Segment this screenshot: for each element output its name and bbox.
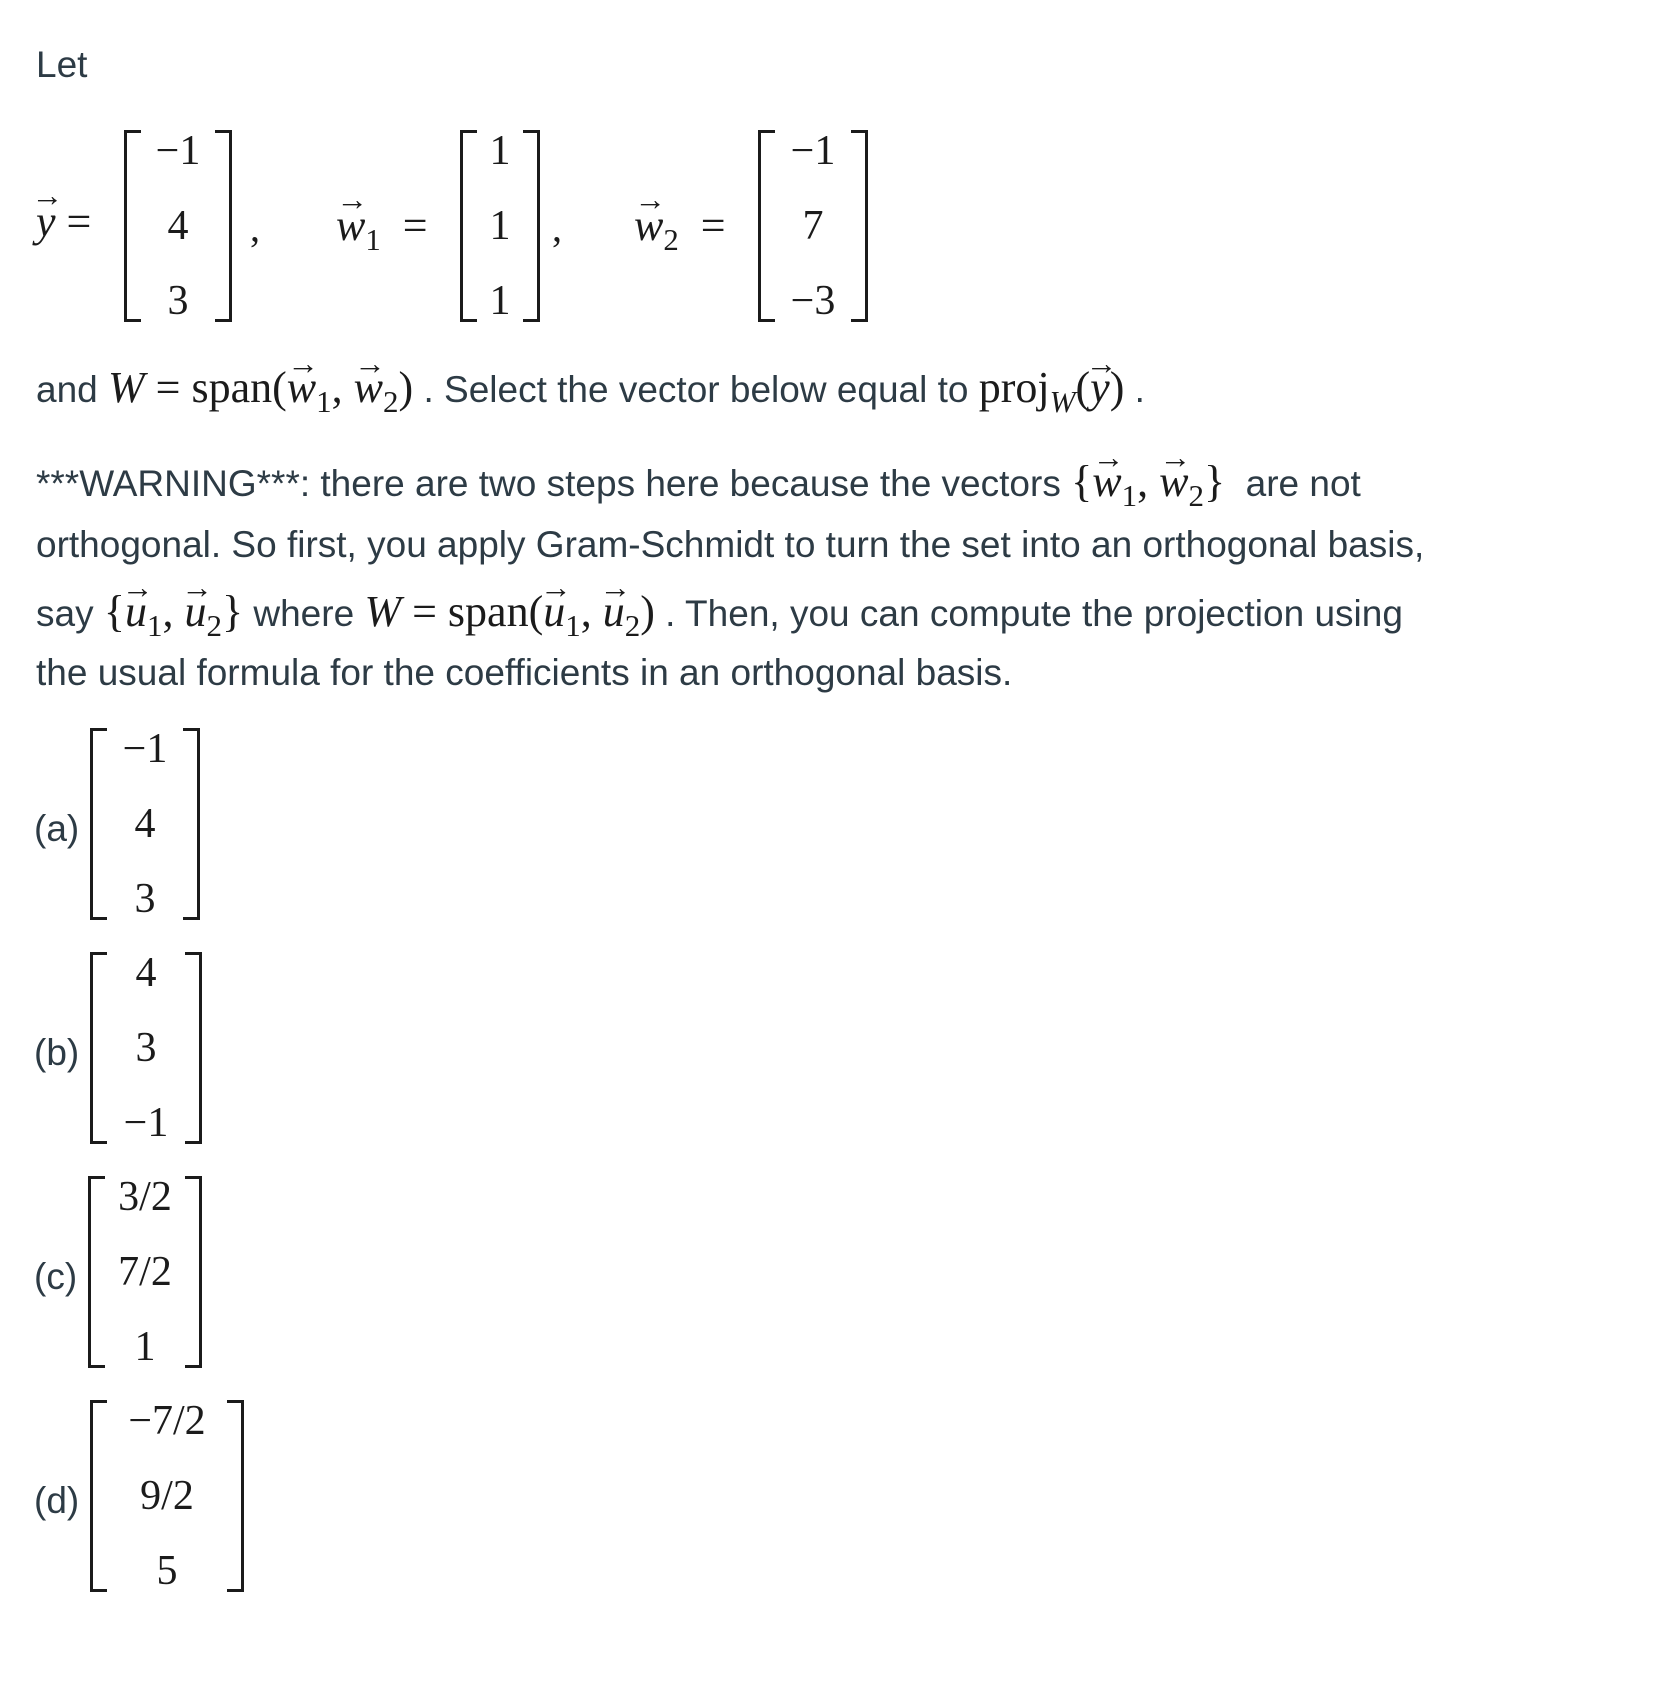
comma: , [552, 205, 562, 250]
option-a-matrix[interactable] [90, 728, 200, 920]
warning-text: are not [1225, 463, 1361, 504]
W-symbol: W [364, 587, 402, 636]
w-symbol: → w [1092, 460, 1121, 504]
vector-w2-label: → $w_2$ = [634, 200, 726, 258]
option-entry: 1 [134, 1324, 156, 1370]
comma: , [331, 363, 354, 412]
option-label[interactable]: (c) [34, 1256, 78, 1297]
warning-line-1 [36, 457, 1361, 513]
y-symbol: → y [1090, 366, 1110, 410]
option-entry: 3/2 [118, 1174, 172, 1220]
option-label[interactable]: (d) [34, 1480, 80, 1521]
vector-y-entry: 4 [167, 203, 189, 249]
warning-text: . Then, you can compute the projection using [654, 593, 1403, 634]
option-entry: 5 [156, 1548, 178, 1594]
option-entry: 7/2 [118, 1249, 172, 1295]
vec-w2-sub: 2 [663, 222, 679, 257]
option-entry: 4 [134, 801, 156, 847]
sub: 2 [383, 383, 399, 419]
w-symbol: → w [1159, 460, 1188, 504]
comma: , [250, 205, 260, 250]
sub: 1 [316, 383, 332, 419]
u-symbol: → u [543, 590, 565, 634]
vec-w1-sub: 1 [365, 222, 381, 257]
sub: 1 [565, 607, 581, 643]
u-symbol: → u [184, 590, 206, 634]
comma: , [580, 587, 603, 636]
proj-sub: W [1049, 383, 1076, 419]
proj-text: proj [978, 363, 1050, 412]
warning-line-4: the usual formula for the coefficients in an orthogonal basis. [36, 652, 1013, 693]
option-entry: −1 [123, 1100, 169, 1146]
w-symbol: → w [287, 366, 316, 410]
paren: ) [398, 363, 414, 412]
warning-text: where [243, 593, 365, 634]
option-label[interactable]: (a) [34, 808, 80, 849]
span-text: = span( [401, 587, 544, 636]
sentence-text: and [36, 369, 109, 410]
vector-w1-matrix [460, 130, 540, 322]
vec-w1-symbol: → w [336, 200, 365, 251]
question-sentence: and W = span(→ $w_1$, → $w_2$) . Select the vector below equal to proj$_W$(→ y) . [36, 366, 1145, 417]
sub: 1 [1121, 477, 1138, 513]
warning-line-3 [36, 587, 1403, 643]
option-entry: −7/2 [128, 1398, 206, 1444]
vector-w1-entry: 1 [489, 128, 511, 174]
brace: { [1071, 457, 1093, 506]
brace: } [221, 587, 244, 636]
vector-y-entry: 3 [167, 278, 189, 324]
vector-y-label: → y = [36, 196, 91, 247]
option-label[interactable]: (b) [34, 1032, 80, 1073]
span-text: = span( [144, 363, 287, 412]
option-entry: 3 [134, 876, 156, 922]
vector-y-matrix [124, 130, 232, 322]
sub: 2 [1188, 477, 1204, 513]
vector-w1-label: → $w_1$ = [336, 200, 428, 258]
option-entry: 4 [135, 950, 157, 996]
option-b-matrix[interactable] [90, 952, 202, 1144]
sentence-text: . Select the vector below equal to [413, 369, 979, 410]
vector-w1-entry: 1 [489, 203, 511, 249]
vec-w2-symbol: → w [634, 200, 663, 251]
option-entry: 9/2 [140, 1473, 194, 1519]
sub: 2 [206, 607, 222, 643]
paren: ) [640, 587, 655, 636]
option-c-matrix[interactable] [88, 1176, 202, 1368]
w-symbol: → w [354, 366, 383, 410]
brace: } [1203, 457, 1226, 506]
sub: 2 [624, 607, 641, 643]
sentence-end: . [1124, 369, 1145, 410]
option-entry: −1 [122, 726, 168, 772]
W-symbol: W [108, 363, 145, 412]
sub: 1 [146, 607, 163, 643]
vec-y-symbol: → y [36, 196, 56, 247]
vector-w1-entry: 1 [489, 278, 511, 324]
u-symbol: → u [125, 590, 147, 634]
brace: { [103, 587, 125, 636]
vector-w2-entry: 7 [802, 203, 824, 249]
vector-w2-entry: −1 [790, 128, 836, 174]
vector-w2-matrix [758, 130, 868, 322]
warning-line-2: orthogonal. So first, you apply Gram-Schmidt to turn the set into an orthogonal basis, [36, 524, 1425, 565]
vector-y-entry: −1 [155, 128, 201, 174]
option-entry: 3 [135, 1025, 157, 1071]
warning-text: ***WARNING***: there are two steps here because the vectors [36, 463, 1072, 504]
vector-w2-entry: −3 [790, 278, 836, 324]
option-d-matrix[interactable] [90, 1400, 244, 1592]
comma: , [162, 587, 185, 636]
warning-text: say [36, 593, 104, 634]
intro-text: Let [36, 44, 88, 85]
comma: , [1137, 457, 1160, 506]
u-symbol: → u [603, 590, 625, 634]
